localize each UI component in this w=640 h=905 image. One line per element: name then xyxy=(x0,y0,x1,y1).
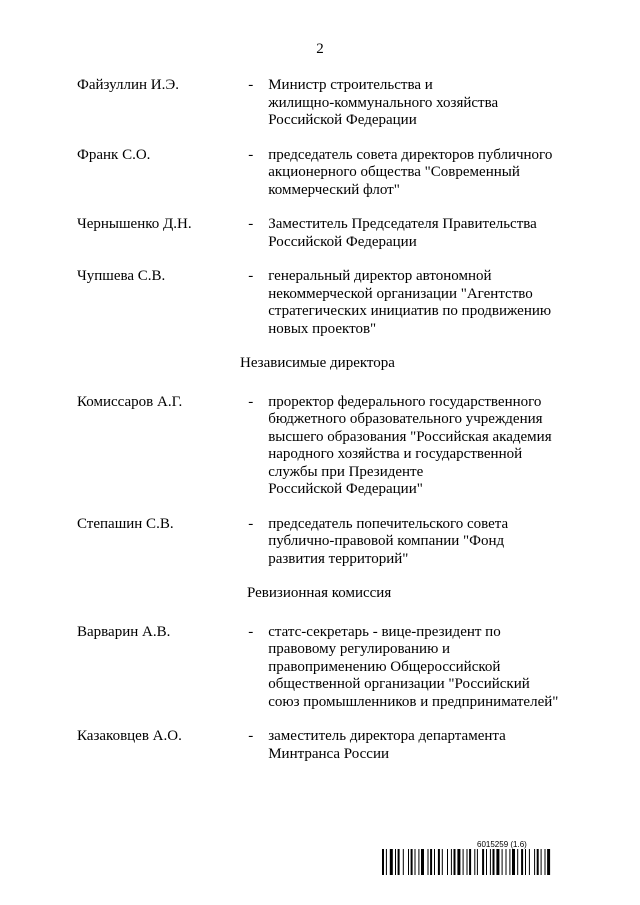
person-role: Заместитель Председателя Правительства Российской Федерации xyxy=(268,216,537,250)
dash: - xyxy=(248,146,254,163)
person-name: Степашин С.В. xyxy=(77,515,174,532)
person-role: заместитель директора департамента Минтранса России xyxy=(268,728,506,762)
page-number: 2 xyxy=(316,41,324,57)
list-item xyxy=(77,394,567,499)
person-role: статс-секретарь - вице-президент по правовому регулированию и правоприменению Общероссийской общественной организации "Российский союз промышленников и предпринимателей" xyxy=(268,623,559,710)
dash: - xyxy=(248,623,254,640)
barcode-block xyxy=(382,840,610,875)
barcode-icon xyxy=(382,849,610,875)
list-item xyxy=(77,216,567,251)
barcode-code: 6015259 (1.6) xyxy=(477,840,527,849)
list-item xyxy=(77,516,567,569)
person-name: Чернышенко Д.Н. xyxy=(77,216,192,232)
document-body xyxy=(77,77,567,780)
person-role: Министр строительства и жилищно-коммунального хозяйства Российской Федерации xyxy=(268,77,499,128)
section-heading-independent: Независимые директора xyxy=(240,355,395,371)
dash: - xyxy=(248,393,254,410)
person-role: проректор федерального государственного бюджетного образовательного учреждения высшего образования "Российская академия народного хозяйства и государственной службы при Президенте Российской Федерации" xyxy=(268,393,552,497)
section-heading-audit: Ревизионная комиссия xyxy=(247,585,392,601)
list-item xyxy=(77,728,567,763)
list-item xyxy=(77,147,567,200)
person-role: генеральный директор автономной некоммерческой организации "Агентство стратегических инициатив по продвижению новых проектов" xyxy=(268,268,552,337)
person-name: Комиссаров А.Г. xyxy=(77,393,183,410)
dash: - xyxy=(248,515,254,532)
person-name: Чупшева С.В. xyxy=(77,268,166,284)
list-item xyxy=(77,624,567,712)
person-name: Варварин А.В. xyxy=(77,623,171,640)
list-item xyxy=(77,77,567,130)
person-role: председатель совета директоров публичного акционерного общества "Современный коммерческий флот" xyxy=(268,146,553,198)
dash: - xyxy=(248,728,254,744)
person-name: Казаковцев А.О. xyxy=(77,728,182,744)
list-item xyxy=(77,268,567,338)
person-name: Файзуллин И.Э. xyxy=(77,77,179,93)
dash: - xyxy=(248,268,254,284)
dash: - xyxy=(248,77,254,93)
person-role: председатель попечительского совета публично-правовой компании "Фонд развития территорий" xyxy=(268,515,509,567)
dash: - xyxy=(248,216,254,232)
person-name: Франк С.О. xyxy=(77,146,151,163)
